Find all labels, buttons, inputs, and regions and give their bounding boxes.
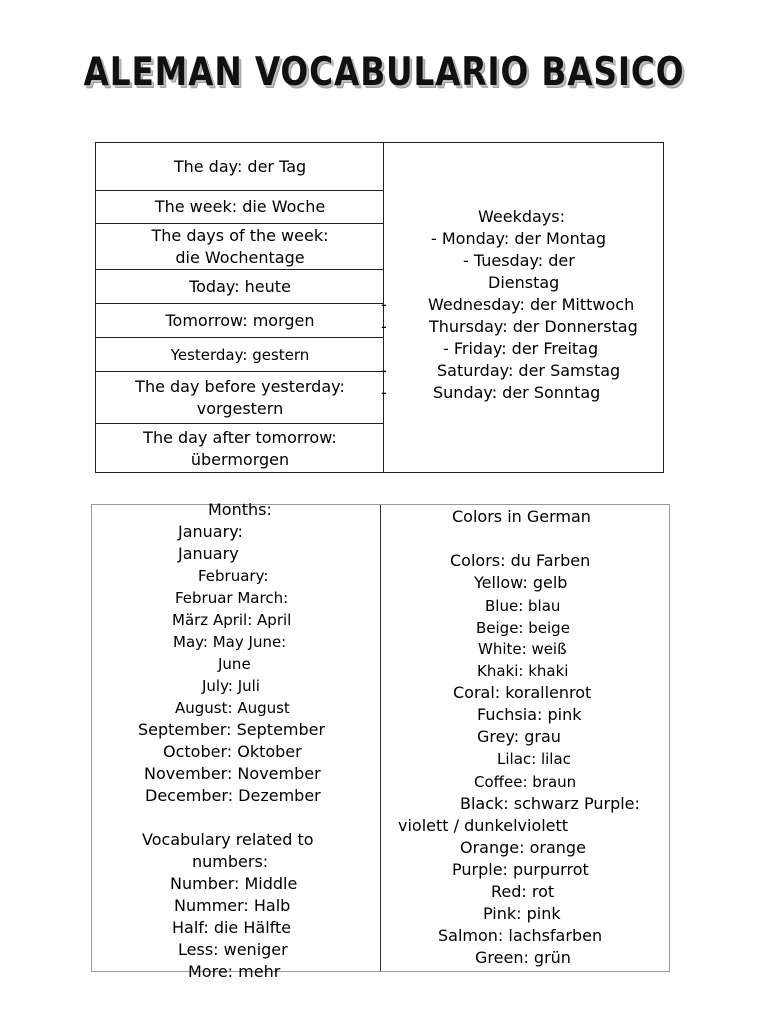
time-word: The week: die Woche [154, 197, 326, 216]
weekday-line: - Monday: der Montag [431, 229, 606, 248]
color-line: Grey: grau [477, 727, 561, 746]
color-line: Coral: korallenrot [453, 683, 592, 702]
months-line: July: Juli [202, 677, 260, 695]
weekdays-column [381, 143, 663, 472]
weekday-line: Dienstag [488, 273, 560, 292]
time-word: Today: heute [189, 276, 291, 296]
weekday-line: Sunday: der Sonntag [433, 383, 601, 402]
months-line: February: [198, 567, 269, 585]
color-line: Lilac: lilac [497, 750, 571, 768]
color-line: Colors in German [452, 507, 591, 526]
months-line: Half: die Hälfte [172, 918, 292, 937]
bullet-dash: - [381, 295, 387, 314]
months-line: März April: April [172, 611, 292, 629]
color-line: violett / dunkelviolett [398, 816, 569, 835]
months-line: Nummer: Halb [174, 896, 291, 915]
bullet-dash: - [381, 383, 387, 402]
months-line: May: May June: [173, 633, 287, 651]
time-word-row [96, 191, 384, 224]
months-line: Februar March: [175, 589, 289, 607]
weekdays-heading: Weekdays: [478, 207, 565, 226]
time-word-row [96, 270, 384, 304]
weekday-line: Saturday: der Samstag [437, 361, 621, 380]
time-vocabulary-table [95, 142, 664, 473]
color-line: Red: rot [491, 882, 555, 901]
months-line: Vocabulary related to [142, 830, 314, 849]
color-line: Pink: pink [483, 904, 561, 923]
weekday-line: Thursday: der Donnerstag [429, 317, 638, 336]
time-word: The day before yesterday: vorgestern [135, 376, 345, 418]
time-word-row [96, 143, 384, 191]
weekday-line: - Friday: der Freitag [443, 339, 599, 358]
months-colors-table [91, 500, 670, 981]
color-line: Salmon: lachsfarben [438, 926, 603, 945]
color-line: Green: grün [475, 948, 571, 967]
months-line: June [218, 655, 251, 673]
months-line: More: mehr [188, 962, 281, 981]
color-line: Yellow: gelb [474, 573, 568, 592]
time-word: Tomorrow: morgen [165, 310, 315, 330]
months-line: December: Dezember [145, 786, 321, 805]
time-word: The days of the week: die Wochentage [151, 225, 329, 267]
time-word-row [96, 224, 384, 270]
bullet-dash: - [381, 317, 387, 336]
time-word: Yesterday: gestern [170, 345, 310, 364]
color-line: Beige: beige [476, 619, 570, 637]
color-line: Blue: blau [485, 597, 561, 615]
months-line: Less: weniger [178, 940, 288, 959]
color-line: White: weiß [478, 640, 567, 658]
color-line: Khaki: khaki [477, 662, 569, 680]
time-word-row [96, 338, 384, 372]
colors-column [381, 505, 669, 971]
months-column [92, 500, 381, 981]
color-line: Fuchsia: pink [477, 705, 582, 724]
weekday-line: Wednesday: der Mittwoch [428, 295, 635, 314]
time-words-column [96, 143, 384, 472]
months-line: August: August [175, 699, 290, 717]
time-word: The day: der Tag [173, 156, 307, 176]
time-word-row [96, 372, 384, 424]
months-line: October: Oktober [163, 742, 302, 761]
page-title: ALEMAN VOCABULARIO BASICO [83, 50, 685, 95]
color-line: Coffee: braun [474, 773, 577, 791]
months-line: November: November [144, 764, 321, 783]
time-word: The day after tomorrow: übermorgen [143, 428, 337, 469]
months-line: January [178, 544, 239, 563]
time-word-row [96, 304, 384, 338]
months-line: January: [178, 522, 243, 541]
weekday-line: - Tuesday: der [463, 251, 575, 270]
color-line: Black: schwarz Purple: [460, 794, 640, 813]
months-line: September: September [138, 720, 326, 739]
color-line: Colors: du Farben [450, 551, 591, 570]
color-line: Orange: orange [460, 838, 586, 857]
bullet-dash: - [381, 361, 387, 380]
time-word-row [96, 424, 384, 474]
months-line: Number: Middle [170, 874, 298, 893]
months-line: Months: [208, 500, 272, 519]
months-line: numbers: [192, 852, 269, 871]
color-line: Purple: purpurrot [452, 860, 589, 879]
